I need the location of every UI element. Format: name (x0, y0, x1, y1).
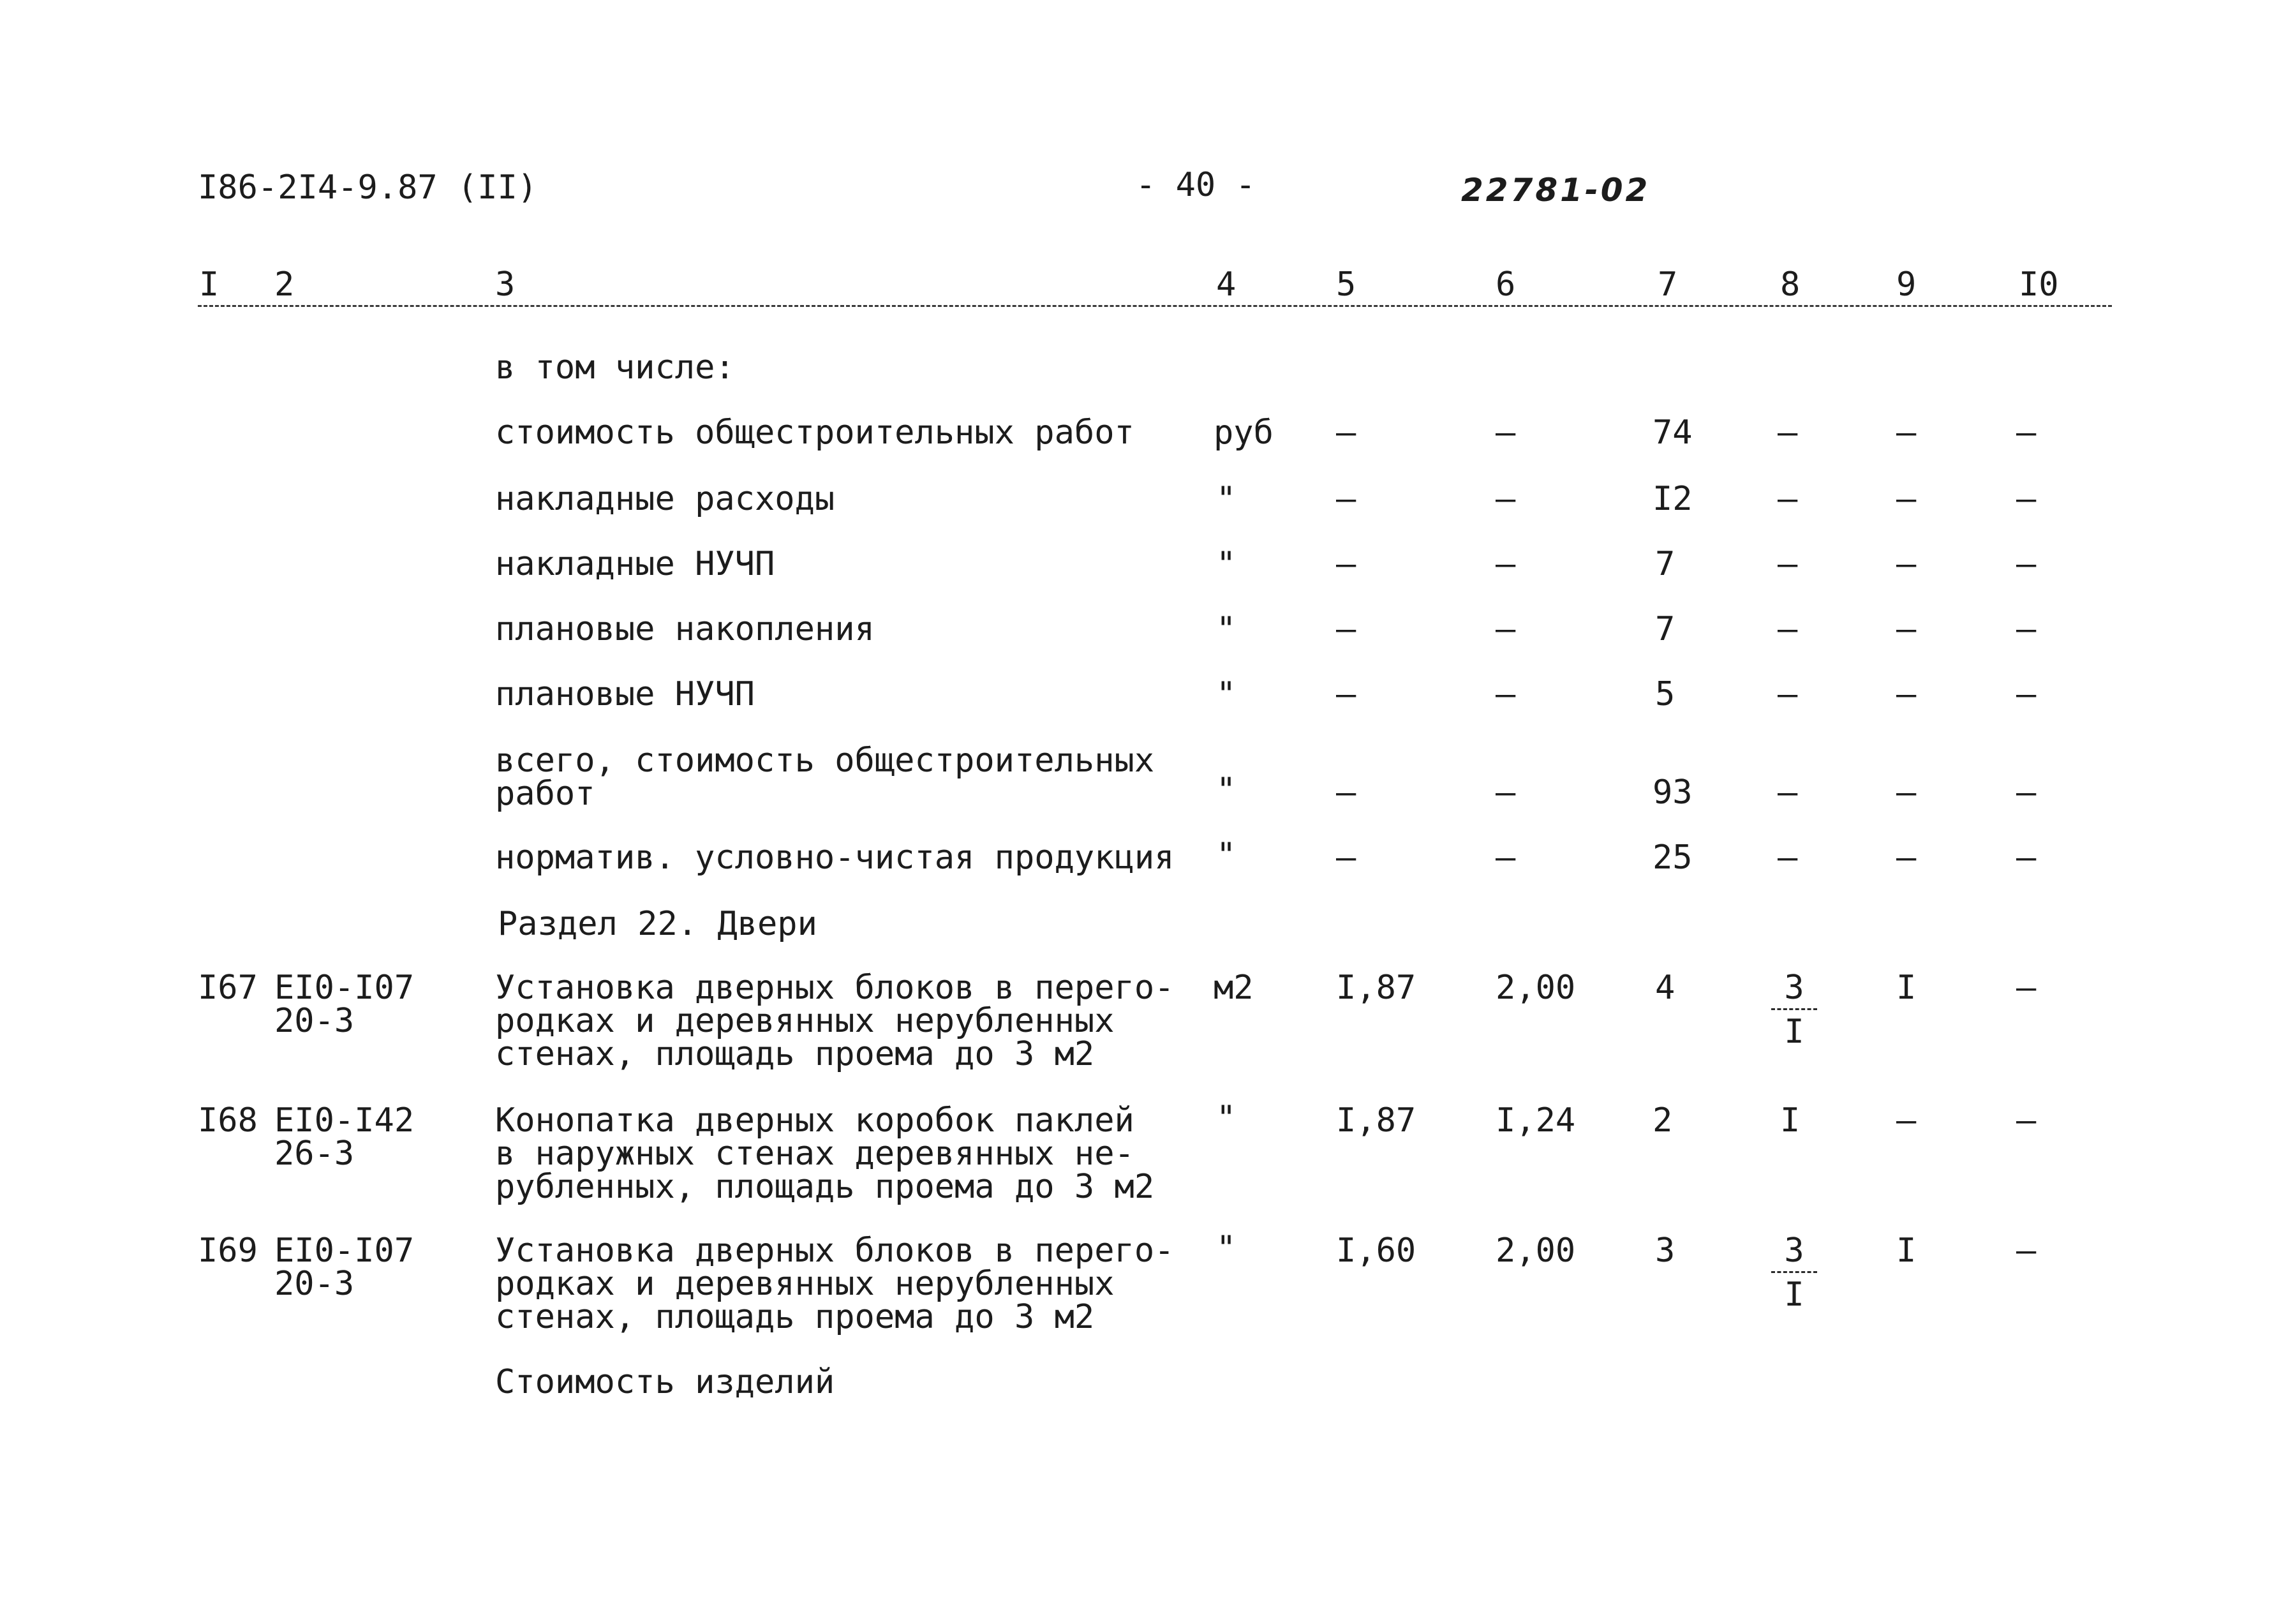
item-col8: I (1780, 1101, 1801, 1140)
item-unit: " (1216, 1229, 1237, 1267)
item-code: EI0-I07 (274, 1232, 415, 1270)
item-description-line: Установка дверных блоков в перего- (495, 969, 1175, 1007)
row-col8: – (1778, 545, 1798, 583)
row-col8: – (1778, 610, 1798, 648)
item-col9: I (1896, 969, 1917, 1007)
row-col7: 7 (1655, 545, 1675, 583)
item-code: EI0-I42 (274, 1101, 415, 1140)
row-col10: – (2016, 480, 2037, 518)
column-header-2: 2 (274, 265, 295, 304)
row-col6: – (1496, 480, 1516, 518)
row-col8: – (1778, 773, 1798, 812)
column-header-9: 9 (1896, 265, 1917, 304)
item-col8-fraction (1771, 969, 1817, 1051)
fraction-denominator: I (1784, 1276, 1804, 1314)
item-description-line: стенах, площадь проема до 3 м2 (495, 1298, 1095, 1336)
row-col6: – (1496, 838, 1516, 877)
row-col9: – (1896, 610, 1917, 648)
row-col9: – (1896, 675, 1917, 713)
row-col10: – (2016, 545, 2037, 583)
row-name: плановые накопления (495, 610, 875, 648)
item-col7: 2 (1653, 1101, 1673, 1140)
item-unit: м2 (1214, 969, 1254, 1007)
item-col10: – (2016, 1232, 2037, 1270)
item-description-line: Установка дверных блоков в перего- (495, 1232, 1175, 1270)
row-col7: 74 (1653, 413, 1693, 452)
item-unit: " (1216, 1099, 1237, 1137)
row-col7: 25 (1653, 838, 1693, 877)
row-col10: – (2016, 610, 2037, 648)
item-description-line: родках и деревянных нерубленных (495, 1002, 1115, 1040)
item-col9: – (1896, 1101, 1917, 1140)
item-col6: 2,00 (1496, 1232, 1576, 1270)
row-name: накладные расходы (495, 480, 835, 518)
item-code-sub: 20-3 (274, 1002, 355, 1040)
row-name: стоимость общестроительных работ (495, 413, 1134, 452)
row-name-line1: всего, стоимость общестроительных (495, 741, 1155, 780)
column-header-5: 5 (1336, 265, 1356, 304)
item-col5: I,60 (1336, 1232, 1416, 1270)
page-number: - 40 - (1136, 166, 1256, 204)
row-col9: – (1896, 545, 1917, 583)
fraction-denominator: I (1784, 1013, 1804, 1051)
row-col8: – (1778, 675, 1798, 713)
column-header-1: I (199, 265, 219, 304)
fraction-numerator: 3 (1771, 971, 1817, 1010)
footer-note: Стоимость изделий (495, 1363, 835, 1401)
column-header-8: 8 (1780, 265, 1801, 304)
row-col6: – (1496, 773, 1516, 812)
item-code: EI0-I07 (274, 969, 415, 1007)
item-description-line: Конопатка дверных коробок паклей (495, 1101, 1134, 1140)
item-col10: – (2016, 969, 2037, 1007)
row-col5: – (1336, 610, 1356, 648)
fraction-numerator: 3 (1771, 1234, 1817, 1273)
row-unit: руб (1214, 413, 1274, 452)
row-col5: – (1336, 480, 1356, 518)
row-col7: I2 (1653, 480, 1693, 518)
column-header-7: 7 (1658, 265, 1678, 304)
item-col8-fraction (1771, 1232, 1817, 1314)
row-col6: – (1496, 675, 1516, 713)
row-name: плановые НУЧП (495, 675, 755, 713)
row-name-line2: работ (495, 775, 595, 813)
row-unit: " (1216, 545, 1237, 583)
row-col9: – (1896, 480, 1917, 518)
item-description-line: в наружных стенах деревянных не- (495, 1135, 1134, 1173)
row-name: накладные НУЧП (495, 545, 775, 583)
inventory-number: 22781-02 (1461, 172, 1651, 209)
item-description-line: рубленных, площадь проема до 3 м2 (495, 1168, 1155, 1206)
row-name: норматив. условно-чистая продукция (495, 838, 1175, 877)
row-col5: – (1336, 413, 1356, 452)
item-code-sub: 26-3 (274, 1135, 355, 1173)
row-col9: – (1896, 773, 1917, 812)
row-col6: – (1496, 413, 1516, 452)
item-col7: 3 (1655, 1232, 1675, 1270)
row-col9: – (1896, 413, 1917, 452)
row-unit: " (1216, 675, 1237, 713)
row-col6: – (1496, 610, 1516, 648)
row-col7: 7 (1655, 610, 1675, 648)
column-header-6: 6 (1496, 265, 1516, 304)
row-col10: – (2016, 675, 2037, 713)
item-col5: I,87 (1336, 969, 1416, 1007)
row-col6: – (1496, 545, 1516, 583)
row-col10: – (2016, 773, 2037, 812)
row-col10: – (2016, 838, 2037, 877)
item-col7: 4 (1655, 969, 1675, 1007)
row-col10: – (2016, 413, 2037, 452)
subtotal-heading: в том числе: (495, 348, 735, 387)
item-col5: I,87 (1336, 1101, 1416, 1140)
row-col5: – (1336, 675, 1356, 713)
row-col7: 93 (1653, 773, 1693, 812)
item-col10: – (2016, 1101, 2037, 1140)
item-number: I68 (198, 1101, 258, 1140)
column-header-10: I0 (2019, 265, 2059, 304)
row-unit: " (1216, 836, 1237, 874)
item-code-sub: 20-3 (274, 1265, 355, 1303)
document-code: I86-2I4-9.87 (II) (198, 168, 538, 207)
column-header-4: 4 (1216, 265, 1237, 304)
header-rule (198, 305, 2112, 307)
row-col8: – (1778, 413, 1798, 452)
row-col7: 5 (1655, 675, 1675, 713)
row-col9: – (1896, 838, 1917, 877)
item-description-line: родках и деревянных нерубленных (495, 1265, 1115, 1303)
row-col8: – (1778, 838, 1798, 877)
section-title: Раздел 22. Двери (498, 905, 817, 943)
row-col8: – (1778, 480, 1798, 518)
row-unit: " (1216, 480, 1237, 518)
item-col9: I (1896, 1232, 1917, 1270)
row-unit: " (1216, 610, 1237, 648)
row-col5: – (1336, 838, 1356, 877)
item-col6: I,24 (1496, 1101, 1576, 1140)
item-number: I69 (198, 1232, 258, 1270)
row-col5: – (1336, 773, 1356, 812)
item-number: I67 (198, 969, 258, 1007)
row-unit: " (1216, 771, 1237, 809)
column-header-3: 3 (495, 265, 516, 304)
item-description-line: стенах, площадь проема до 3 м2 (495, 1035, 1095, 1073)
item-col6: 2,00 (1496, 969, 1576, 1007)
row-col5: – (1336, 545, 1356, 583)
